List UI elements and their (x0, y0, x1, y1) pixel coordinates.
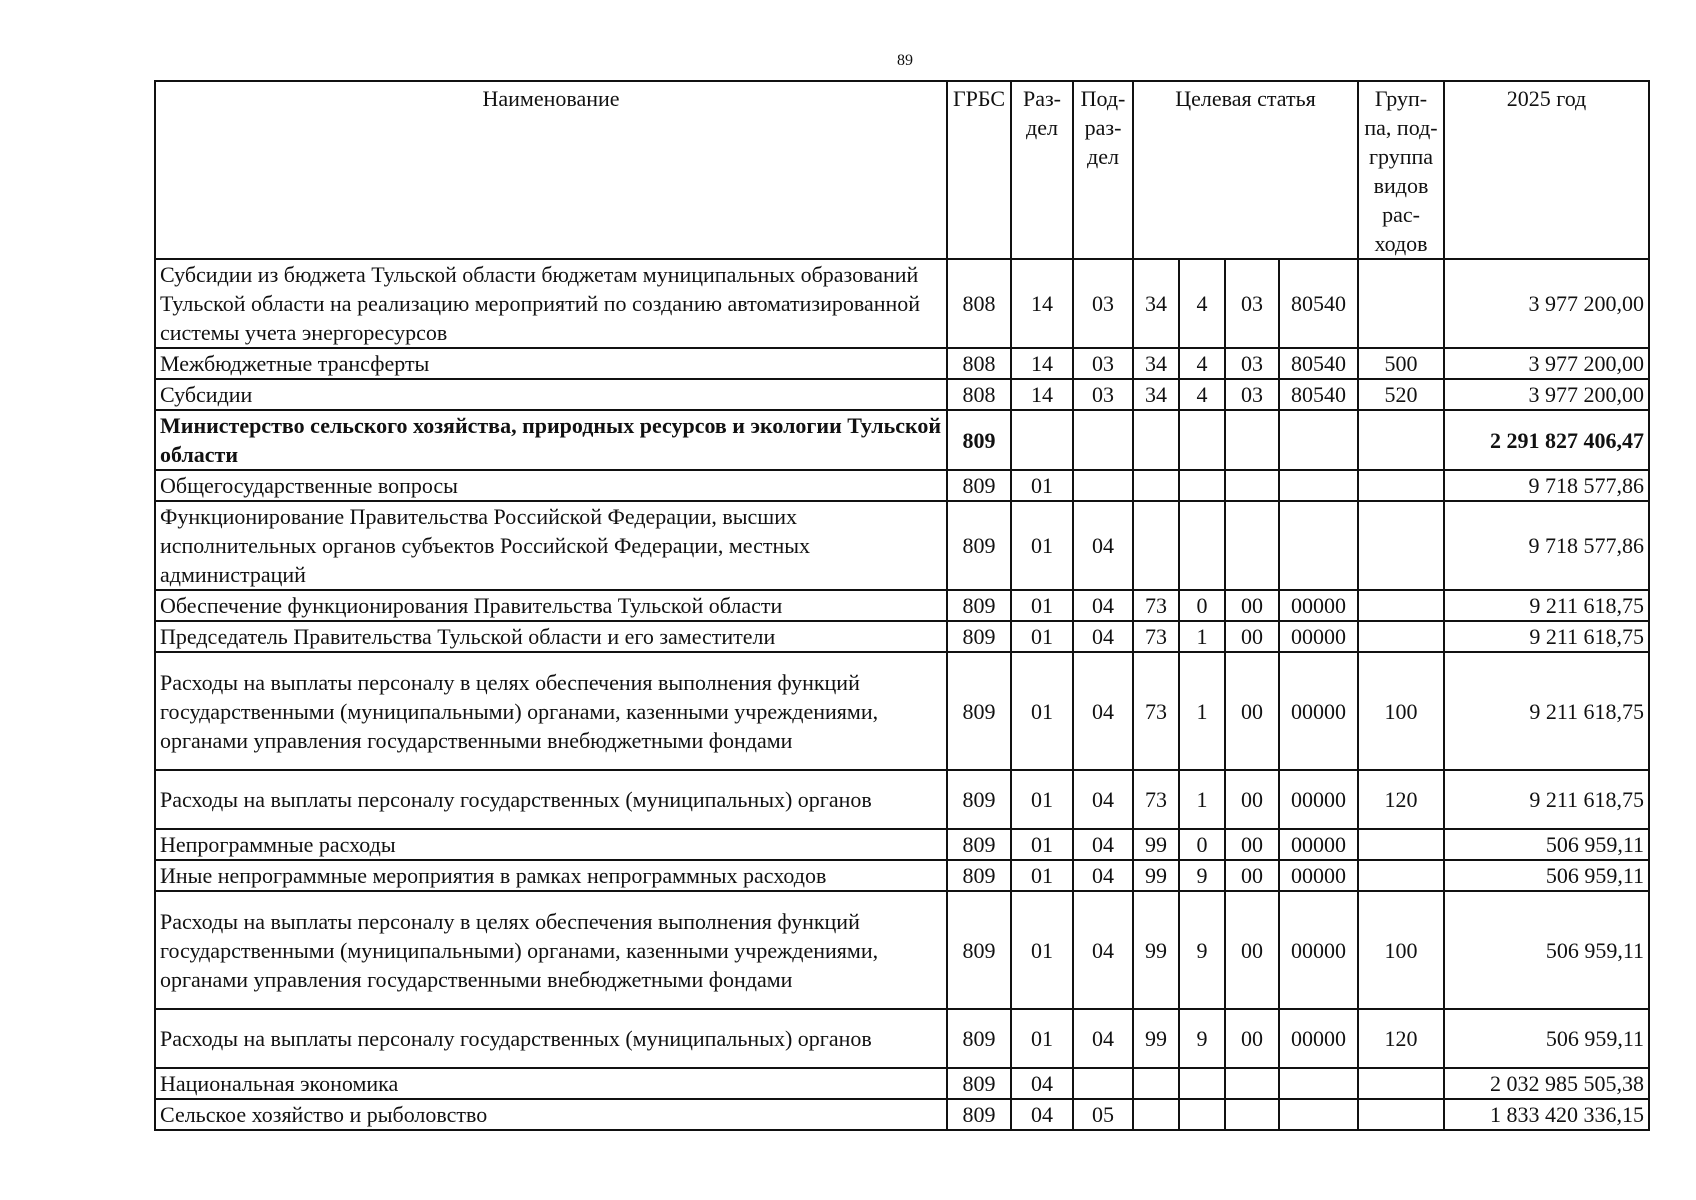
cell-razdel: 01 (1011, 652, 1073, 770)
cell-name: Председатель Правительства Тульской области и его заместители (155, 621, 947, 652)
cell-target-program (1133, 470, 1179, 501)
cell-podrazdel: 03 (1073, 379, 1133, 410)
cell-podrazdel: 04 (1073, 860, 1133, 891)
cell-target-event (1225, 470, 1279, 501)
cell-expense-group: 100 (1358, 891, 1444, 1009)
cell-name: Функционирование Правительства Российской Федерации, высших исполнительных органов субъектов Российской Федерации, местных администраций (155, 501, 947, 590)
cell-podrazdel (1073, 410, 1133, 470)
cell-target-event: 00 (1225, 1009, 1279, 1068)
cell-target-direction: 80540 (1279, 348, 1358, 379)
cell-name: Расходы на выплаты персоналу в целях обеспечения выполнения функций государственными (муниципальными) органами, казенными учреждениями, органами управления государственными внебюджетными фондами (155, 652, 947, 770)
cell-expense-group (1358, 590, 1444, 621)
cell-razdel: 01 (1011, 770, 1073, 829)
table-row (155, 470, 1649, 501)
cell-target-event: 00 (1225, 829, 1279, 860)
cell-target-direction: 00000 (1279, 860, 1358, 891)
cell-razdel: 01 (1011, 891, 1073, 1009)
cell-expense-group (1358, 470, 1444, 501)
table-row (155, 860, 1649, 891)
cell-name: Министерство сельского хозяйства, природных ресурсов и экологии Тульской области (155, 410, 947, 470)
cell-expense-group: 500 (1358, 348, 1444, 379)
cell-target-program: 73 (1133, 652, 1179, 770)
cell-name: Межбюджетные трансферты (155, 348, 947, 379)
cell-expense-group (1358, 1099, 1444, 1130)
cell-expense-group: 120 (1358, 770, 1444, 829)
cell-amount: 2 291 827 406,47 (1444, 410, 1649, 470)
cell-target-subprogram: 0 (1179, 590, 1225, 621)
cell-target-direction: 00000 (1279, 621, 1358, 652)
cell-target-direction (1279, 501, 1358, 590)
cell-target-event (1225, 501, 1279, 590)
cell-razdel: 14 (1011, 259, 1073, 348)
cell-name: Иные непрограммные мероприятия в рамках непрограммных расходов (155, 860, 947, 891)
header-podrazdel: Под- раз- дел (1073, 81, 1133, 259)
cell-target-direction: 00000 (1279, 829, 1358, 860)
table-row (155, 348, 1649, 379)
cell-amount: 506 959,11 (1444, 891, 1649, 1009)
cell-target-subprogram: 1 (1179, 621, 1225, 652)
cell-target-subprogram (1179, 1068, 1225, 1099)
cell-grbs: 809 (947, 1099, 1011, 1130)
cell-grbs: 809 (947, 470, 1011, 501)
cell-expense-group (1358, 621, 1444, 652)
cell-target-direction (1279, 1099, 1358, 1130)
cell-target-direction (1279, 410, 1358, 470)
cell-amount: 9 211 618,75 (1444, 770, 1649, 829)
cell-target-program: 73 (1133, 590, 1179, 621)
cell-grbs: 809 (947, 652, 1011, 770)
cell-razdel: 01 (1011, 829, 1073, 860)
cell-podrazdel: 04 (1073, 652, 1133, 770)
cell-target-program (1133, 1099, 1179, 1130)
cell-name: Расходы на выплаты персоналу в целях обеспечения выполнения функций государственными (муниципальными) органами, казенными учреждениями, органами управления государственными внебюджетными фондами (155, 891, 947, 1009)
cell-amount: 3 977 200,00 (1444, 379, 1649, 410)
cell-target-program (1133, 1068, 1179, 1099)
cell-target-event: 03 (1225, 379, 1279, 410)
table-row (155, 590, 1649, 621)
cell-podrazdel: 04 (1073, 891, 1133, 1009)
cell-amount: 9 211 618,75 (1444, 590, 1649, 621)
cell-name: Общегосударственные вопросы (155, 470, 947, 501)
cell-target-subprogram: 4 (1179, 348, 1225, 379)
table-row (155, 1068, 1649, 1099)
cell-podrazdel: 04 (1073, 829, 1133, 860)
cell-grbs: 809 (947, 829, 1011, 860)
cell-name: Расходы на выплаты персоналу государственных (муниципальных) органов (155, 770, 947, 829)
cell-podrazdel: 03 (1073, 259, 1133, 348)
cell-target-program: 34 (1133, 348, 1179, 379)
cell-amount: 1 833 420 336,15 (1444, 1099, 1649, 1130)
cell-grbs: 808 (947, 348, 1011, 379)
cell-razdel: 01 (1011, 1009, 1073, 1068)
cell-expense-group (1358, 860, 1444, 891)
cell-target-event: 00 (1225, 621, 1279, 652)
cell-target-event (1225, 1068, 1279, 1099)
header-name: Наименование (155, 81, 947, 259)
cell-razdel: 04 (1011, 1099, 1073, 1130)
cell-target-subprogram: 0 (1179, 829, 1225, 860)
header-grbs: ГРБС (947, 81, 1011, 259)
cell-expense-group: 520 (1358, 379, 1444, 410)
cell-name: Субсидии (155, 379, 947, 410)
cell-podrazdel (1073, 470, 1133, 501)
cell-razdel: 01 (1011, 501, 1073, 590)
header-row (155, 81, 1649, 259)
cell-podrazdel (1073, 1068, 1133, 1099)
cell-target-program (1133, 410, 1179, 470)
cell-podrazdel: 04 (1073, 1009, 1133, 1068)
cell-grbs: 809 (947, 860, 1011, 891)
table-row (155, 770, 1649, 829)
cell-target-program: 73 (1133, 621, 1179, 652)
cell-amount: 506 959,11 (1444, 1009, 1649, 1068)
table-row (155, 829, 1649, 860)
cell-target-program: 99 (1133, 891, 1179, 1009)
cell-expense-group (1358, 259, 1444, 348)
cell-target-subprogram: 9 (1179, 860, 1225, 891)
cell-grbs: 809 (947, 410, 1011, 470)
cell-target-direction: 00000 (1279, 891, 1358, 1009)
cell-razdel: 01 (1011, 470, 1073, 501)
table-row (155, 501, 1649, 590)
cell-grbs: 808 (947, 259, 1011, 348)
header-razdel: Раз- дел (1011, 81, 1073, 259)
budget-table (154, 80, 1650, 1131)
cell-amount: 506 959,11 (1444, 829, 1649, 860)
cell-target-program: 34 (1133, 259, 1179, 348)
page-number: 89 (897, 52, 913, 69)
table-row (155, 410, 1649, 470)
cell-grbs: 809 (947, 1068, 1011, 1099)
cell-amount: 3 977 200,00 (1444, 348, 1649, 379)
cell-target-subprogram: 1 (1179, 652, 1225, 770)
cell-target-direction: 80540 (1279, 259, 1358, 348)
cell-expense-group (1358, 829, 1444, 860)
table-row (155, 652, 1649, 770)
cell-target-program: 34 (1133, 379, 1179, 410)
cell-grbs: 809 (947, 891, 1011, 1009)
cell-expense-group (1358, 1068, 1444, 1099)
cell-target-subprogram: 9 (1179, 891, 1225, 1009)
cell-podrazdel: 04 (1073, 621, 1133, 652)
cell-target-subprogram: 9 (1179, 1009, 1225, 1068)
cell-target-event: 00 (1225, 891, 1279, 1009)
cell-expense-group (1358, 410, 1444, 470)
cell-amount: 9 211 618,75 (1444, 652, 1649, 770)
cell-target-program: 99 (1133, 1009, 1179, 1068)
cell-grbs: 809 (947, 590, 1011, 621)
cell-grbs: 809 (947, 1009, 1011, 1068)
cell-podrazdel: 05 (1073, 1099, 1133, 1130)
cell-target-direction: 80540 (1279, 379, 1358, 410)
cell-target-program: 99 (1133, 860, 1179, 891)
cell-target-event (1225, 410, 1279, 470)
cell-podrazdel: 04 (1073, 501, 1133, 590)
cell-target-direction: 00000 (1279, 652, 1358, 770)
cell-name: Субсидии из бюджета Тульской области бюджетам муниципальных образований Тульской области на реализацию мероприятий по созданию автоматизированной системы учета энергоресурсов (155, 259, 947, 348)
cell-name: Сельское хозяйство и рыболовство (155, 1099, 947, 1130)
cell-amount: 9 211 618,75 (1444, 621, 1649, 652)
cell-razdel: 14 (1011, 379, 1073, 410)
cell-target-event: 00 (1225, 770, 1279, 829)
cell-name: Национальная экономика (155, 1068, 947, 1099)
cell-target-direction (1279, 470, 1358, 501)
cell-grbs: 809 (947, 501, 1011, 590)
cell-razdel: 01 (1011, 590, 1073, 621)
cell-target-event (1225, 1099, 1279, 1130)
table-row (155, 1099, 1649, 1130)
cell-grbs: 808 (947, 379, 1011, 410)
cell-target-program (1133, 501, 1179, 590)
cell-amount: 3 977 200,00 (1444, 259, 1649, 348)
cell-grbs: 809 (947, 621, 1011, 652)
table-row (155, 1009, 1649, 1068)
cell-expense-group (1358, 501, 1444, 590)
cell-target-event: 03 (1225, 259, 1279, 348)
cell-razdel: 14 (1011, 348, 1073, 379)
cell-target-subprogram: 1 (1179, 770, 1225, 829)
cell-name: Расходы на выплаты персоналу государственных (муниципальных) органов (155, 1009, 947, 1068)
cell-target-event: 03 (1225, 348, 1279, 379)
cell-razdel: 01 (1011, 860, 1073, 891)
cell-target-direction: 00000 (1279, 770, 1358, 829)
cell-target-direction: 00000 (1279, 590, 1358, 621)
cell-name: Обеспечение функционирования Правительства Тульской области (155, 590, 947, 621)
cell-name: Непрограммные расходы (155, 829, 947, 860)
table-row (155, 621, 1649, 652)
cell-target-program: 73 (1133, 770, 1179, 829)
table-row (155, 891, 1649, 1009)
cell-target-direction (1279, 1068, 1358, 1099)
cell-target-event: 00 (1225, 590, 1279, 621)
header-year: 2025 год (1444, 81, 1649, 259)
cell-target-event: 00 (1225, 860, 1279, 891)
cell-expense-group: 100 (1358, 652, 1444, 770)
cell-target-event: 00 (1225, 652, 1279, 770)
cell-target-subprogram (1179, 470, 1225, 501)
cell-target-subprogram (1179, 1099, 1225, 1130)
table-row (155, 259, 1649, 348)
cell-target-subprogram: 4 (1179, 259, 1225, 348)
cell-podrazdel: 04 (1073, 590, 1133, 621)
table-row (155, 379, 1649, 410)
cell-podrazdel: 04 (1073, 770, 1133, 829)
cell-amount: 9 718 577,86 (1444, 470, 1649, 501)
cell-target-subprogram (1179, 501, 1225, 590)
cell-target-subprogram (1179, 410, 1225, 470)
cell-amount: 9 718 577,86 (1444, 501, 1649, 590)
cell-podrazdel: 03 (1073, 348, 1133, 379)
cell-razdel: 04 (1011, 1068, 1073, 1099)
cell-razdel (1011, 410, 1073, 470)
cell-amount: 2 032 985 505,38 (1444, 1068, 1649, 1099)
cell-expense-group: 120 (1358, 1009, 1444, 1068)
header-group: Груп- па, под- группа видов рас- ходов (1358, 81, 1444, 259)
header-target: Целевая статья (1133, 81, 1358, 259)
cell-amount: 506 959,11 (1444, 860, 1649, 891)
cell-target-subprogram: 4 (1179, 379, 1225, 410)
cell-grbs: 809 (947, 770, 1011, 829)
cell-target-program: 99 (1133, 829, 1179, 860)
cell-target-direction: 00000 (1279, 1009, 1358, 1068)
cell-razdel: 01 (1011, 621, 1073, 652)
